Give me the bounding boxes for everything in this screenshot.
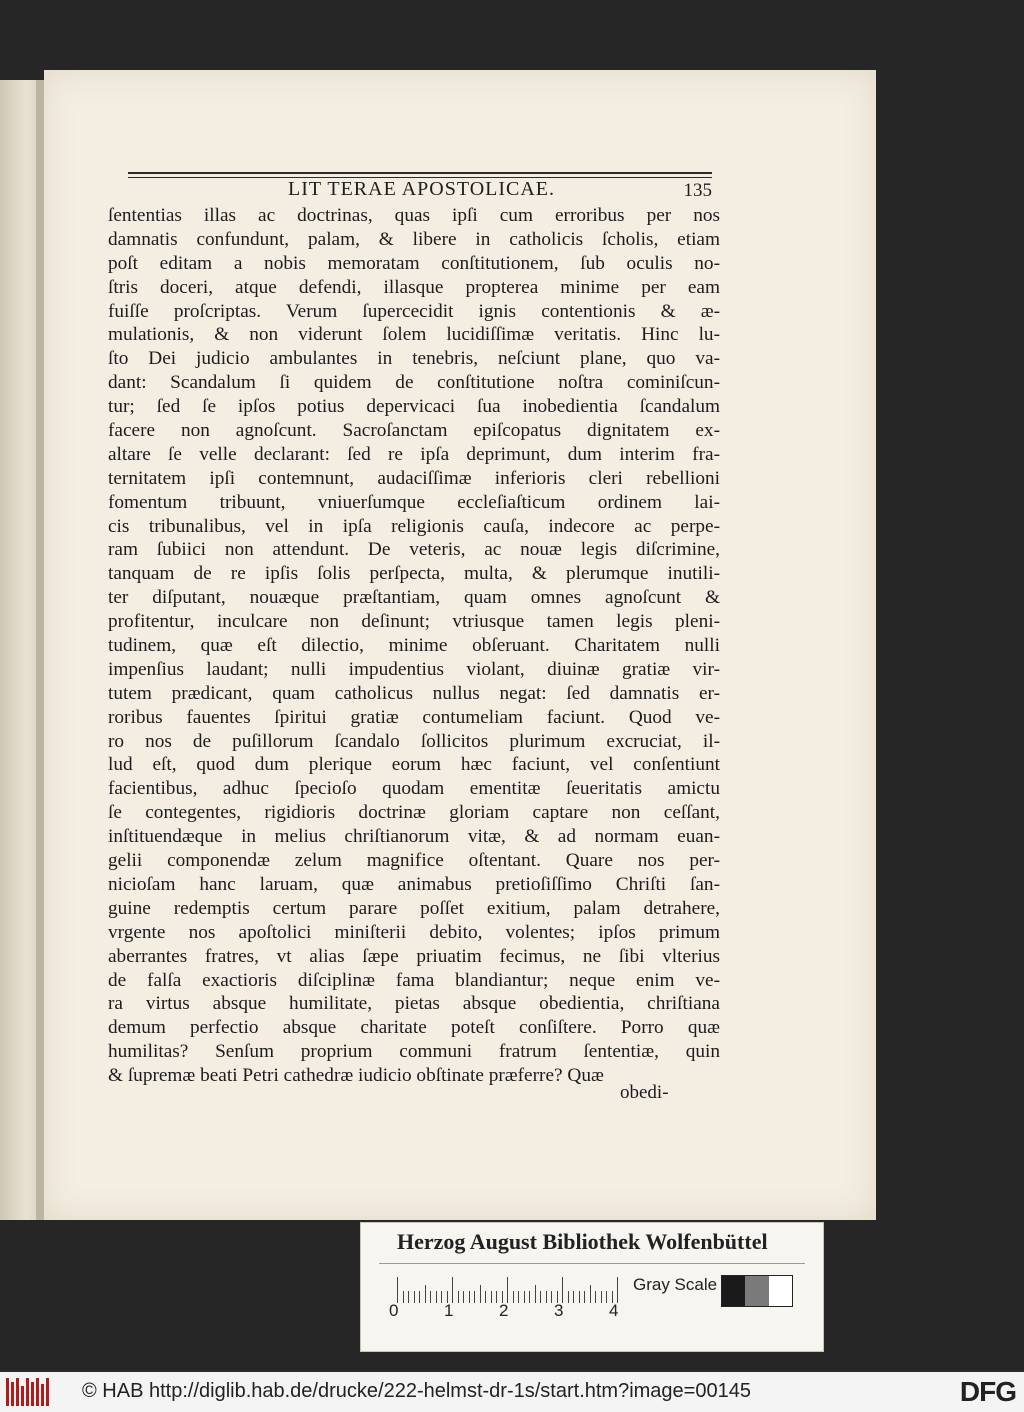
- text-line: gelii componendæ zelum magnifice oſtentant. Quare nos per-: [108, 850, 720, 872]
- text-line: cis tribunalibus, vel in ipſa religionis cauſa, indecore ac perpe-: [108, 515, 720, 537]
- grayscale-swatches: [721, 1275, 793, 1307]
- ruler-label: 1: [444, 1301, 454, 1320]
- logo-bar: [46, 1378, 49, 1406]
- gutter-shadow: [36, 80, 44, 1220]
- ruler-tick: [507, 1277, 508, 1303]
- ruler-label: 0: [389, 1301, 399, 1320]
- text-line: ſententias illas ac doctrinas, quas ipſi cum erroribus per nos: [108, 205, 720, 226]
- logo-bar: [6, 1378, 9, 1406]
- text-line: & ſupremæ beati Petri cathedræ iudicio obſtinate præferre? Quæ: [108, 1065, 604, 1087]
- text-line: facere non agnoſcunt. Sacroſanctam epiſcopatus dignitatem ex-: [108, 420, 720, 442]
- card-divider: [379, 1263, 805, 1264]
- gray-swatch: [722, 1276, 745, 1306]
- text-line: guine redemptis certum parare poſſet exitium, palam detrahere,: [108, 897, 720, 919]
- text-line: impenſius laudant; nulli impudentius violant, diuinæ gratiæ vir-: [108, 658, 720, 680]
- body-text: [108, 204, 720, 1088]
- gray-swatch: [745, 1276, 768, 1306]
- text-line: ſto Dei judicio ambulantes in tenebris, neſciunt plane, quo va-: [108, 348, 720, 370]
- logo-bar: [16, 1378, 19, 1406]
- ruler-label: 3: [554, 1301, 564, 1320]
- text-line: humilitas? Senſum proprium communi fratrum ſententiæ, quin: [108, 1041, 720, 1063]
- logo-bar: [26, 1378, 29, 1406]
- ruler-tick: [617, 1277, 618, 1303]
- logo-bar: [41, 1384, 44, 1406]
- header-rule: [128, 172, 712, 174]
- logo-bar: [36, 1378, 39, 1406]
- text-line: damnatis confundunt, palam, & libere in catholicis ſcholis, etiam: [108, 228, 720, 250]
- logo-bar: [31, 1382, 34, 1406]
- text-line: dant: Scandalum ſi quidem de conſtitutione noſtra cominiſcun-: [108, 372, 720, 394]
- page-number: 135: [683, 180, 712, 201]
- ruler-tick: [397, 1277, 398, 1303]
- text-line: inſtituendæque in melius chriſtianorum vitæ, & ad normam euan-: [108, 826, 720, 848]
- text-line: ſtris doceri, atque defendi, illasque propterea minime per eam: [108, 276, 720, 298]
- text-line: fomentum tribuunt, vniuerſumque eccleſiaſticum ordinem lai-: [108, 491, 720, 513]
- text-line: ro nos de puſillorum ſcandalo ſollicitos plurimum excruciat, il-: [108, 730, 720, 752]
- ruler-label: 4: [609, 1301, 619, 1320]
- library-card: [360, 1222, 824, 1352]
- logo-bar: [11, 1382, 14, 1406]
- running-title: LIT TERAE APOSTOLICAE.: [288, 178, 556, 200]
- text-line: poſt editam a nobis memoratam conſtitutionem, ſub oculis no-: [108, 252, 720, 274]
- text-line: vrgente nos apoſtolici miniſterii debito, volentes; ipſos primum: [108, 921, 720, 943]
- text-line: ter diſputant, nouæque præſtantiam, quam omnes agnoſcunt &: [108, 587, 720, 609]
- text-line: nicioſam hanc laruam, quæ animabus pretioſiſſimo Chriſti ſan-: [108, 873, 720, 895]
- hab-logo-icon: [6, 1378, 50, 1406]
- library-name: Herzog August Bibliothek Wolfenbüttel: [397, 1229, 768, 1254]
- text-line: ram ſubiici non attendunt. De veteris, ac nouæ legis diſcrimine,: [108, 539, 720, 561]
- text-line: tanquam de re ipſis ſolis perſpecta, multa, & plerumque inutili-: [108, 563, 720, 585]
- catchword: obedi-: [620, 1082, 669, 1103]
- text-line: profitentur, inculcare non deſinunt; vtriusque tamen legis pleni-: [108, 611, 720, 633]
- text-line: aberrantes fratres, vt alias ſæpe priuatim fecimus, ne ſibi vlterius: [108, 945, 720, 967]
- text-line: ra virtus absque humilitate, pietas absque obedientia, chriſtiana: [108, 993, 720, 1015]
- text-line: demum perfectio absque charitate poteſt conſiſtere. Porro quæ: [108, 1017, 720, 1039]
- text-line: altare ſe velle declarant: ſed re ipſa deprimunt, dum interim fra-: [108, 443, 720, 465]
- copyright-link[interactable]: © HAB http://diglib.hab.de/drucke/222-helmst-dr-1s/start.htm?image=00145: [82, 1380, 751, 1402]
- ruler-label: 2: [499, 1301, 509, 1320]
- grayscale-label: Gray Scale: [633, 1275, 718, 1294]
- gray-swatch: [769, 1276, 792, 1306]
- text-line: tutem prædicant, quam catholicus nullus negat: ſed damnatis er-: [108, 682, 720, 704]
- ruler-tick: [452, 1277, 453, 1303]
- text-line: lud eſt, quod dum plerique eorum hæc faciunt, vel conſentiunt: [108, 754, 720, 776]
- logo-bar: [21, 1386, 24, 1406]
- text-line: facientibus, adhuc ſpecioſo quodam ementitæ ſeueritatis amictu: [108, 778, 720, 800]
- text-line: fuiſſe proſcriptas. Verum ſupercecidit ignis contentionis & æ-: [108, 300, 720, 322]
- text-line: de falſa exactioris diſciplinæ fama blandiantur; neque enim ve-: [108, 969, 720, 991]
- dfg-logo: DFG: [959, 1376, 1016, 1407]
- ruler-tick: [562, 1277, 563, 1303]
- scale-ruler: [397, 1275, 623, 1303]
- footer-bar: [0, 1372, 1024, 1412]
- text-line: tur; ſed ſe ipſos potius depervicaci ſua inobedientia ſcandalum: [108, 396, 720, 418]
- text-line: ſe contegentes, rigidioris doctrinæ gloriam captare non ceſſant,: [108, 802, 720, 824]
- text-line: roribus fauentes ſpiritui gratiæ contumeliam faciunt. Quod ve-: [108, 706, 720, 728]
- text-line: mulationis, & non viderunt ſolem lucidiſſimæ veritatis. Hinc lu-: [108, 324, 720, 346]
- ruler-labels: [389, 1301, 629, 1323]
- text-line: ternitatem ipſi contemnunt, audaciſſimæ inferioris cleri rebellioni: [108, 467, 720, 489]
- text-line: tudinem, quæ eſt dilectio, minime obſeruant. Charitatem nulli: [108, 635, 720, 657]
